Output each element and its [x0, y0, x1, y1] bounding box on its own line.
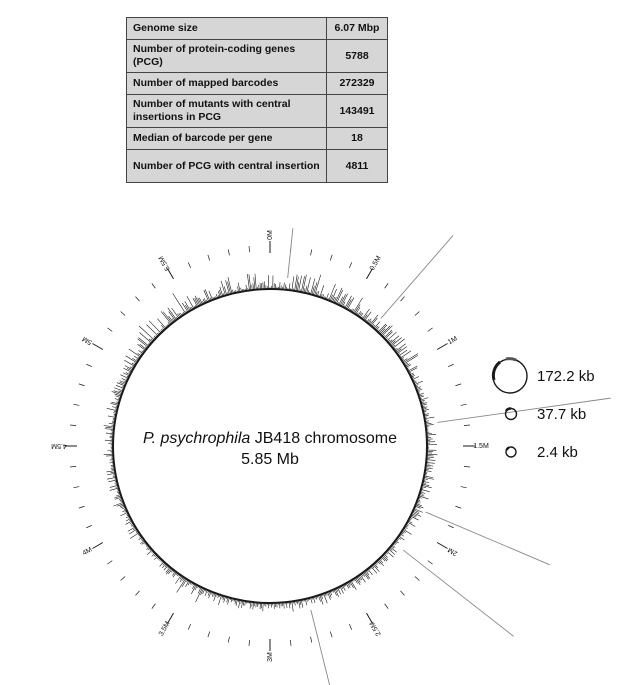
- minor-tick: [311, 637, 312, 643]
- minor-tick: [73, 404, 79, 405]
- major-tick: [437, 543, 447, 549]
- table-row: [127, 128, 388, 150]
- density-bar: [116, 385, 124, 388]
- minor-tick: [208, 255, 210, 261]
- density-bar: [241, 601, 242, 608]
- density-bar: [250, 602, 251, 609]
- plasmid-size-label: 37.7 kb: [537, 406, 587, 423]
- density-bar: [238, 600, 240, 608]
- tick-label: 0M: [266, 230, 274, 240]
- density-bar: [214, 594, 217, 601]
- density-bar: [105, 429, 114, 430]
- density-bar: [347, 298, 354, 310]
- plasmid-size-label: 2.4 kb: [537, 444, 578, 461]
- density-bar: [254, 277, 255, 289]
- table-row: [127, 40, 388, 73]
- density-bar: [123, 373, 129, 376]
- density-bar: [107, 473, 115, 474]
- minor-tick: [330, 255, 332, 261]
- density-bar: [315, 275, 321, 296]
- genome-stats-table: [126, 17, 388, 183]
- callout-line: [403, 550, 513, 636]
- density-bar: [378, 324, 386, 332]
- density-bar: [397, 347, 407, 354]
- density-bar: [120, 381, 126, 384]
- species-name: P. psychrophila: [142, 430, 251, 447]
- density-bar: [357, 577, 361, 583]
- tick-label: 1.5M: [473, 442, 489, 450]
- row-label: Genome size: [127, 18, 327, 40]
- density-bar: [120, 512, 127, 515]
- row-value: 5788: [327, 40, 388, 73]
- density-bar: [173, 293, 186, 313]
- plasmid-172kb: [493, 359, 595, 393]
- density-bar: [400, 351, 411, 358]
- density-bar: [340, 294, 346, 305]
- density-bar: [426, 462, 435, 463]
- density-bar: [218, 595, 221, 605]
- minor-tick: [385, 604, 389, 609]
- density-bar: [426, 465, 433, 466]
- density-bar: [362, 309, 369, 319]
- density-bar: [426, 460, 435, 461]
- density-bar: [196, 588, 203, 602]
- plasmid-37kb: [506, 406, 587, 423]
- minor-tick: [385, 283, 389, 288]
- major-tick: [437, 344, 447, 350]
- density-bar: [384, 330, 392, 338]
- minor-tick: [107, 561, 112, 565]
- density-bar: [228, 282, 231, 294]
- density-bar: [328, 592, 331, 600]
- minor-tick: [448, 364, 453, 366]
- density-bar: [320, 595, 323, 604]
- strain-label: JB418 chromosome: [250, 430, 398, 447]
- minor-tick: [461, 404, 467, 405]
- minor-tick: [79, 506, 85, 508]
- density-bar: [104, 426, 114, 427]
- density-bar: [299, 600, 300, 608]
- minor-tick: [428, 561, 433, 565]
- density-bar: [292, 601, 293, 611]
- minor-tick: [349, 262, 351, 267]
- table-row: [127, 95, 388, 128]
- density-bar: [334, 589, 337, 595]
- density-bar: [421, 489, 430, 492]
- minor-tick: [70, 466, 76, 467]
- minor-tick: [400, 297, 404, 301]
- minor-tick: [107, 328, 112, 332]
- minor-tick: [79, 384, 85, 386]
- density-bar: [104, 454, 114, 455]
- density-bar: [385, 332, 393, 339]
- density-bar: [255, 274, 256, 290]
- density-bar: [130, 533, 139, 539]
- minor-tick: [121, 576, 125, 580]
- major-tick: [92, 543, 102, 549]
- callout-line: [288, 228, 293, 278]
- minor-tick: [400, 591, 404, 595]
- density-bar: [284, 283, 285, 290]
- minor-tick: [152, 604, 156, 609]
- density-bar: [198, 587, 201, 593]
- minor-tick: [455, 506, 461, 508]
- plasmid-arc: [506, 359, 516, 360]
- row-label: Number of protein-coding genes (PCG): [127, 40, 327, 73]
- minor-tick: [121, 312, 125, 316]
- density-bar: [426, 424, 434, 425]
- tick-label: 3M: [266, 652, 274, 662]
- row-label: Number of mapped barcodes: [127, 73, 327, 95]
- row-value: 4811: [327, 150, 388, 183]
- density-bar: [139, 326, 154, 340]
- plasmid-arc: [507, 448, 510, 451]
- minor-tick: [228, 637, 229, 643]
- minor-tick: [464, 466, 470, 467]
- minor-tick: [136, 297, 140, 301]
- density-bar: [129, 349, 141, 357]
- density-bar: [338, 588, 341, 595]
- density-bar: [220, 287, 223, 296]
- row-label: Number of mutants with central insertions in PCG: [127, 95, 327, 128]
- minor-tick: [415, 576, 419, 580]
- row-value: 18: [327, 128, 388, 150]
- major-tick: [92, 344, 102, 350]
- tick-label: 4M: [81, 546, 94, 558]
- density-bar: [399, 350, 408, 356]
- density-bar: [149, 321, 161, 333]
- minor-tick: [330, 631, 332, 637]
- callout-line: [381, 235, 453, 318]
- density-bar: [387, 332, 397, 341]
- minor-tick: [188, 262, 190, 267]
- major-tick: [367, 613, 373, 623]
- plasmid-arc: [493, 362, 500, 380]
- genome-map: [0, 200, 617, 685]
- density-bar: [295, 275, 298, 291]
- density-bar: [114, 391, 122, 394]
- tick-label: 4.5M: [51, 442, 67, 450]
- table-row: [127, 18, 388, 40]
- minor-tick: [461, 487, 467, 488]
- density-bar: [175, 575, 181, 583]
- density-bar: [427, 457, 434, 458]
- minor-tick: [152, 283, 156, 288]
- callout-line: [426, 512, 550, 565]
- density-bar: [169, 312, 176, 321]
- density-bar: [416, 505, 424, 508]
- density-bar: [289, 283, 290, 290]
- table-row: [127, 150, 388, 183]
- row-value: 143491: [327, 95, 388, 128]
- tick-label: 2.5M: [368, 620, 383, 638]
- density-bar: [200, 588, 203, 595]
- density-bar: [427, 434, 436, 435]
- minor-tick: [249, 246, 250, 252]
- plasmid-2kb: [506, 444, 578, 461]
- density-bar: [364, 312, 371, 321]
- row-value: 272329: [327, 73, 388, 95]
- density-bar: [106, 433, 114, 434]
- minor-tick: [208, 631, 210, 637]
- density-bar: [292, 276, 294, 290]
- minor-tick: [311, 249, 312, 255]
- density-bar: [425, 468, 432, 469]
- density-bar: [139, 338, 149, 347]
- minor-tick: [290, 640, 291, 646]
- minor-tick: [249, 640, 250, 646]
- minor-tick: [70, 425, 76, 426]
- density-bar: [114, 388, 123, 391]
- tick-label: 5M: [81, 334, 94, 346]
- density-bar: [124, 360, 134, 366]
- density-bar: [370, 315, 378, 325]
- density-bar: [168, 308, 177, 320]
- minor-tick: [86, 525, 91, 527]
- row-label: Median of barcode per gene: [127, 128, 327, 150]
- density-bar: [422, 485, 432, 488]
- major-tick: [168, 613, 174, 623]
- minor-tick: [349, 624, 351, 629]
- density-bar: [163, 312, 172, 323]
- minor-tick: [415, 312, 419, 316]
- density-bar: [391, 338, 401, 347]
- tick-label: 1M: [446, 335, 459, 347]
- minor-tick: [188, 624, 190, 629]
- density-bar: [108, 416, 116, 417]
- row-value: 6.07 Mbp: [327, 18, 388, 40]
- minor-tick: [428, 328, 433, 332]
- density-bar: [413, 511, 419, 514]
- minor-tick: [86, 364, 91, 366]
- density-bar: [117, 504, 124, 507]
- density-bar: [387, 551, 394, 557]
- density-bar: [157, 319, 166, 329]
- callout-line: [311, 610, 339, 685]
- density-bar: [209, 592, 212, 599]
- minor-tick: [228, 249, 229, 255]
- tick-label: 2M: [446, 545, 459, 557]
- plasmid-arc: [506, 408, 511, 411]
- density-bar: [199, 298, 202, 304]
- tick-label: 5.5M: [157, 254, 172, 272]
- tick-label: 3.5M: [157, 620, 172, 638]
- minor-tick: [448, 525, 453, 527]
- chromosome-size: 5.85 Mb: [241, 451, 299, 468]
- minor-tick: [136, 591, 140, 595]
- table-row: [127, 73, 388, 95]
- chromosome-caption: [143, 430, 397, 447]
- row-label: Number of PCG with central insertion: [127, 150, 327, 183]
- density-bar: [106, 427, 114, 428]
- density-bar: [253, 602, 254, 609]
- minor-tick: [464, 425, 470, 426]
- plasmid-size-label: 172.2 kb: [537, 368, 595, 385]
- density-bar: [419, 496, 429, 499]
- minor-tick: [455, 384, 461, 386]
- density-bar: [299, 276, 302, 292]
- density-bar: [412, 377, 419, 380]
- density-bar: [427, 454, 438, 455]
- density-bar: [106, 471, 115, 472]
- tick-label: 0.5M: [368, 254, 383, 272]
- minor-tick: [73, 487, 79, 488]
